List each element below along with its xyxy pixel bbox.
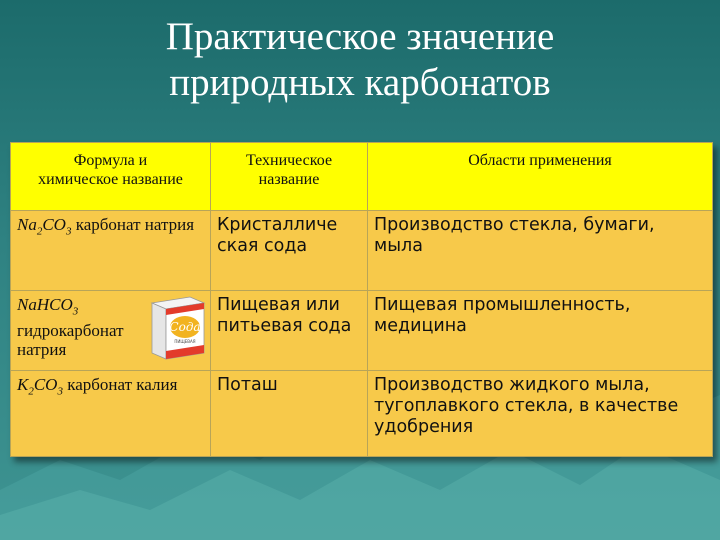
technical-name-cell: Кристалличе ская сода [211, 211, 368, 291]
soda-box-sublabel: ПИЩЕВАЯ [174, 339, 196, 344]
table-row [11, 371, 713, 457]
chemical-name: карбонат калия [62, 375, 178, 394]
formula-cell [11, 291, 211, 371]
page-title [0, 14, 720, 106]
applications-cell: Производство стекла, бумаги, мыла [368, 211, 713, 291]
technical-name-cell: Пищевая или питьевая сода [211, 291, 368, 371]
header-technical-line-2: название [258, 171, 320, 188]
chemical-formula: NaHCO$_3$ [17, 295, 79, 318]
chemical-name: гидрокарбонат натрия [17, 321, 124, 360]
applications-cell: Производство жидкого мыла, тугоплавкого стекла, в качестве удобрения [368, 371, 713, 457]
carbonates-table [10, 142, 713, 457]
header-formula-line-2: химическое название [38, 171, 183, 188]
table-row [11, 211, 713, 291]
header-applications [368, 143, 713, 211]
chemical-formula: $K_2CO_3$ [17, 375, 63, 398]
table-header-row [11, 143, 713, 211]
header-applications-line-1: Области применения [468, 152, 612, 169]
technical-name-cell: Поташ [211, 371, 368, 457]
formula-cell [11, 371, 211, 457]
soda-box-image [146, 293, 208, 361]
header-technical-name [211, 143, 368, 211]
chemical-name: карбонат натрия [71, 215, 195, 234]
chemical-formula: $Na_2CO_3$ [17, 215, 72, 238]
soda-box-label: Сода [169, 320, 201, 334]
header-formula-line-1: Формула и [73, 152, 148, 169]
title-line-2: природных карбонатов [169, 61, 551, 104]
table-row [11, 291, 713, 371]
header-formula [11, 143, 211, 211]
title-line-1: Практическое значение [165, 15, 555, 58]
formula-cell [11, 211, 211, 291]
applications-cell: Пищевая промышленность, медицина [368, 291, 713, 371]
header-technical-line-1: Техническое [245, 152, 333, 169]
